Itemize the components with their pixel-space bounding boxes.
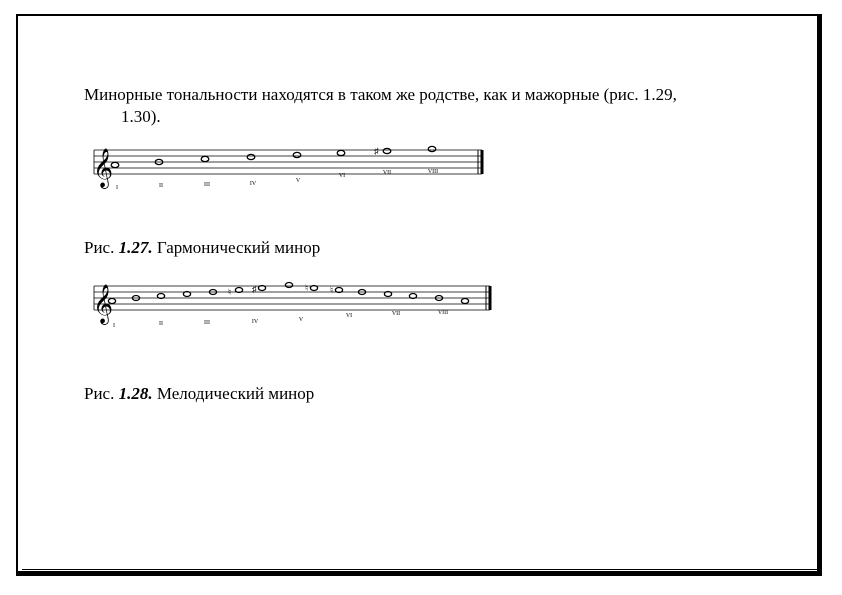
staff-lines (94, 286, 490, 310)
note (337, 150, 345, 155)
intro-paragraph (84, 84, 784, 128)
note (247, 154, 255, 159)
degree-label: VIII (437, 310, 449, 316)
caption-prefix: Рис. (84, 238, 115, 257)
degree-label: II (159, 183, 163, 189)
degree-labels (116, 169, 438, 191)
harmonic-minor-staff (90, 144, 486, 194)
degree-label: VI (338, 173, 346, 179)
caption-figure-1-28 (84, 384, 314, 404)
sharp-accidental-icon: ♯ (252, 284, 257, 294)
melodic-minor-staff (90, 276, 494, 328)
degree-label: II (159, 321, 163, 327)
natural-accidental-icon: ♮ (330, 285, 334, 295)
intro-line-2: 1.30). (121, 107, 161, 126)
staff-lines (94, 150, 482, 174)
natural-accidental-icon: ♮ (305, 283, 309, 293)
degree-label: V (295, 178, 301, 184)
degree-label: III (204, 320, 210, 326)
note (383, 148, 391, 153)
natural-accidental-icon: ♮ (228, 287, 232, 297)
note (293, 152, 301, 157)
degree-label: III (204, 182, 210, 188)
treble-clef-icon: 𝄞 (93, 150, 114, 187)
figure-number: 1.27. (118, 238, 153, 257)
caption-title: Мелодический минор (156, 384, 315, 403)
degree-label: VII (382, 170, 392, 176)
scale-notes (111, 146, 436, 167)
degree-label: IV (249, 181, 257, 187)
sharp-accidental-icon: ♯ (374, 146, 379, 156)
degree-label: V (298, 317, 304, 323)
note (285, 283, 292, 288)
degree-label: I (116, 185, 118, 191)
note (428, 146, 436, 151)
degree-label: VII (391, 311, 401, 317)
caption-figure-1-27 (84, 238, 320, 258)
caption-title: Гармонический минор (156, 238, 321, 257)
note (201, 156, 209, 161)
degree-label: VI (345, 313, 353, 319)
degree-label: IV (251, 319, 259, 325)
degree-label: I (113, 323, 115, 328)
figure-number: 1.28. (118, 384, 153, 403)
caption-prefix: Рис. (84, 384, 115, 403)
treble-clef-icon: 𝄞 (93, 286, 114, 323)
note (461, 299, 468, 304)
degree-labels (113, 310, 448, 328)
intro-line-1: Минорные тональности находятся в таком же родстве, как и мажорные (рис. 1.29, (84, 85, 677, 104)
degree-label: VIII (427, 169, 439, 175)
